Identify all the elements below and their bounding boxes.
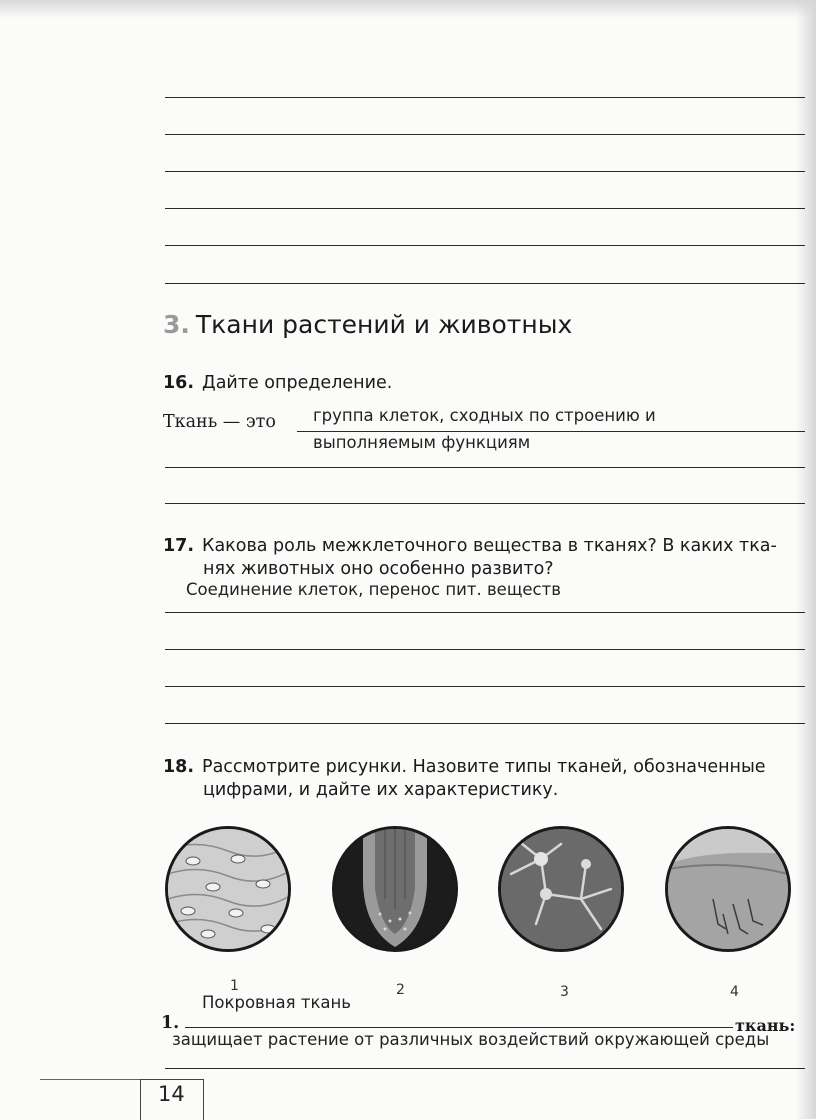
figure-meristem [332, 826, 458, 952]
meristem-illustration [335, 829, 455, 949]
answer-line [165, 612, 805, 613]
handwritten-answer: Соединение клеток, перенос пит. веществ [186, 580, 561, 599]
scan-shadow-top [0, 0, 816, 18]
term-label: Ткань — это [163, 412, 276, 432]
question-16 [163, 371, 392, 396]
tissue-4-illustration [668, 829, 788, 949]
answer-line [297, 431, 805, 432]
tissue-figures [160, 826, 810, 1000]
answer-line [165, 686, 805, 687]
answer-line [165, 283, 805, 284]
figure-label: 1 [230, 978, 239, 994]
answer-line [165, 245, 805, 246]
handwritten-answer: группа клеток, сходных по строению и [313, 406, 656, 425]
question-17 [163, 534, 777, 559]
section-heading [163, 310, 572, 339]
epidermis-illustration [168, 829, 288, 949]
question-18 [163, 755, 766, 780]
question-prompt-line2: нях животных оно особенно развито? [203, 559, 554, 579]
answer-line [165, 171, 805, 172]
handwritten-answer: Покровная ткань [202, 993, 352, 1012]
answer-line [165, 649, 805, 650]
footer-line [40, 1079, 140, 1080]
figure-tissue-4 [665, 826, 791, 952]
section-title: Ткани растений и животных [195, 310, 573, 339]
figure-label: 2 [396, 982, 405, 998]
figure-nerve-tissue [498, 826, 624, 952]
question-prompt: Дайте определение. [202, 373, 393, 393]
answer-line [185, 1027, 733, 1028]
handwritten-answer: выполняемым функциям [313, 433, 531, 452]
question-prompt-line1: Какова роль межклеточного вещества в тканях? В каких тка- [202, 536, 777, 556]
answer-line [165, 1068, 805, 1069]
answer-line [165, 503, 805, 504]
handwritten-answer: защищает растение от различных воздействий окружающей среды [172, 1030, 770, 1049]
answer-line [165, 134, 805, 135]
question-prompt-line1: Рассмотрите рисунки. Назовите типы тканей, обозначенные [202, 757, 766, 777]
answer-line [165, 97, 805, 98]
figure-label: 3 [560, 984, 569, 1000]
question-number: 18. [163, 757, 195, 777]
answer-line [165, 723, 805, 724]
question-number: 16. [163, 373, 195, 393]
figure-label: 4 [730, 984, 739, 1000]
page-number: 14 [158, 1082, 185, 1106]
section-number: 3. [163, 310, 190, 339]
question-prompt-line2: цифрами, и дайте их характеристику. [203, 780, 559, 800]
answer-line [165, 467, 805, 468]
figure-epidermis [165, 826, 291, 952]
nerve-illustration [501, 829, 621, 949]
answer-line [165, 208, 805, 209]
tissue-suffix: ткань: [735, 1016, 796, 1035]
item-number: 1. [161, 1013, 180, 1033]
question-number: 17. [163, 536, 195, 556]
